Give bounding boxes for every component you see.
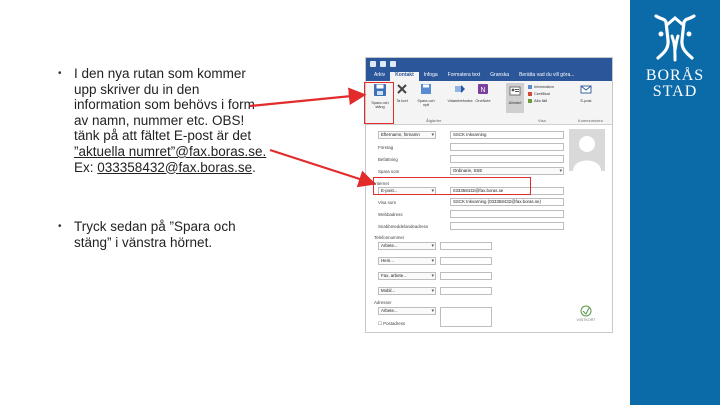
group-communicate-label: Kommunicera bbox=[578, 118, 603, 123]
brand-name-line2: STAD bbox=[652, 83, 698, 100]
example-email-link: 033358432@fax.boras.se bbox=[97, 159, 253, 175]
svg-text:N: N bbox=[480, 87, 486, 94]
bullet-line: stäng” i vänstra hörnet. bbox=[74, 234, 213, 250]
group-show-label: Visa bbox=[538, 118, 546, 123]
example-suffix: . bbox=[252, 159, 256, 175]
forward-label: Vidarebefordra bbox=[447, 98, 473, 103]
mailing-address-checkbox[interactable]: ☐ Postadress bbox=[378, 321, 406, 326]
group-actions-label: Åtgärder bbox=[426, 118, 442, 123]
company-label: Företag bbox=[378, 145, 394, 150]
job-title-label: Befattning bbox=[378, 157, 398, 162]
address-type-button[interactable]: Arbete... ▾ bbox=[378, 307, 436, 315]
email-type-button[interactable]: E-post... ▾ bbox=[378, 187, 436, 195]
phone-home-button[interactable]: Hem... ▾ bbox=[378, 257, 436, 265]
email-format-link: ”aktuella numret”@fax.boras.se. bbox=[74, 143, 267, 159]
boras-stad-panel bbox=[630, 0, 720, 405]
bullet-line: I den nya rutan som kommer bbox=[74, 66, 246, 81]
phone-mobile-button[interactable]: Mobil... ▾ bbox=[378, 287, 436, 295]
save-close-label: Spara och stäng bbox=[371, 100, 389, 109]
business-card-label: VISITKORT bbox=[576, 318, 596, 322]
tell-me-search[interactable]: Berätta vad du vill göra... bbox=[519, 72, 575, 78]
file-as-label: Spara som bbox=[378, 169, 400, 174]
phone-business-button[interactable]: Arbete... ▾ bbox=[378, 242, 436, 250]
tab-infoga[interactable]: Infoga bbox=[423, 72, 438, 78]
internet-section-label: Internet bbox=[374, 181, 389, 186]
bullet-line: tänk på att fältet E-post är det bbox=[74, 128, 252, 144]
onenote-label: OneNote bbox=[475, 98, 491, 103]
bullet-line: information som behövs i form bbox=[74, 97, 255, 113]
delete-label: Ta bort bbox=[396, 98, 408, 103]
full-name-button[interactable]: Efternamn, förnamn ▾ bbox=[378, 131, 436, 139]
bullet-line: upp skriver du in den bbox=[74, 81, 200, 97]
general-label: Allmänt bbox=[508, 100, 522, 105]
bullet-line: av namn, nummer etc. OBS! bbox=[74, 112, 245, 128]
save-new-label: Spara och nytt bbox=[417, 98, 435, 107]
brand-name-line1: BORÅS bbox=[645, 67, 705, 84]
tab-formatera-text[interactable]: Formatera text bbox=[447, 72, 481, 78]
display-as-label: Visa som bbox=[378, 200, 396, 205]
tab-kontakt[interactable]: Kontakt bbox=[390, 72, 419, 81]
full-name-field[interactable]: SSCK Inkvarning bbox=[450, 131, 564, 139]
mailing-address-label: Postadress bbox=[383, 321, 406, 326]
arrow-to-save-close bbox=[250, 95, 362, 106]
tab-arkiv[interactable]: Arkiv bbox=[374, 72, 386, 78]
show-information[interactable]: Information bbox=[528, 83, 554, 90]
email-label: E-post bbox=[580, 98, 592, 103]
fax-business-button[interactable]: Fax, arbete... ▾ bbox=[378, 272, 436, 280]
im-address-label: Snabbmeddelandeadress bbox=[378, 224, 429, 229]
display-as-field[interactable]: SSCK Inkvarning (033358432@fax.boras.se) bbox=[450, 198, 564, 206]
address-section-label: Adresser bbox=[374, 300, 392, 305]
arrow-to-email-row bbox=[270, 150, 372, 183]
bullet-line: Tryck sedan på ”Spara och bbox=[74, 219, 236, 235]
phone-section-label: Telefonnummer bbox=[374, 235, 405, 240]
tab-granska[interactable]: Granska bbox=[490, 72, 510, 78]
boras-crest-logo bbox=[652, 14, 698, 62]
show-certificates[interactable]: Certifikat bbox=[528, 90, 554, 97]
bullet-dot: • bbox=[58, 221, 62, 233]
show-all-fields[interactable]: Alla fält bbox=[528, 97, 554, 104]
email-field[interactable]: 033358432@fax.boras.se bbox=[450, 187, 564, 195]
web-page-label: Webbadress bbox=[378, 212, 403, 217]
example-prefix: Ex: bbox=[74, 159, 98, 175]
file-as-field[interactable]: Ordinarie, SSE ▾ bbox=[450, 167, 564, 175]
bullet-dot: • bbox=[58, 68, 62, 79]
